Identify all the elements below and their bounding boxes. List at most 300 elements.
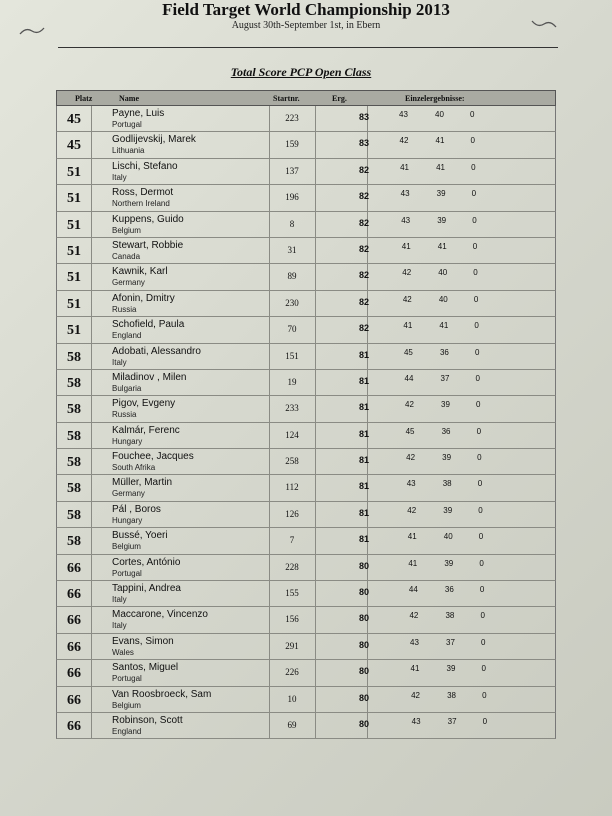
platz-cell: 58 <box>67 534 81 550</box>
name-cell: Maccarone, Vincenzo <box>112 609 208 621</box>
platz-cell: 66 <box>67 587 81 603</box>
country-cell: Italy <box>112 172 127 182</box>
score-2-cell: 37 <box>446 637 455 647</box>
erg-cell: 81 <box>358 428 369 439</box>
table-row <box>56 502 556 528</box>
startnr-cell: 228 <box>285 561 299 572</box>
score-2-cell: 36 <box>439 347 449 357</box>
name-cell: Bussé, Yoeri <box>112 530 168 542</box>
score-1-cell: 41 <box>403 321 413 331</box>
platz-cell: 45 <box>67 112 81 127</box>
score-2-cell: 40 <box>438 268 448 278</box>
platz-cell: 58 <box>67 481 81 497</box>
score-2-cell: 40 <box>438 294 448 304</box>
score-3-cell: 0 <box>472 241 478 251</box>
column-divider <box>315 581 316 606</box>
column-divider <box>91 581 92 606</box>
score-1-cell: 42 <box>402 268 412 278</box>
column-divider <box>315 475 316 500</box>
table-row <box>56 317 556 343</box>
score-3-cell: 0 <box>478 532 484 542</box>
column-divider <box>91 159 92 184</box>
column-divider <box>315 159 316 184</box>
country-cell: Russia <box>112 304 137 314</box>
score-2-cell: 39 <box>443 505 453 515</box>
column-divider <box>315 396 316 421</box>
column-divider <box>91 185 92 210</box>
name-cell: Müller, Martin <box>112 477 173 489</box>
table-row <box>56 660 556 686</box>
name-cell: Fouchee, Jacques <box>112 451 194 463</box>
platz-cell: 58 <box>67 402 81 418</box>
score-1-cell: 41 <box>410 664 420 674</box>
table-row <box>56 264 556 290</box>
column-divider <box>315 502 316 527</box>
column-divider <box>91 344 92 369</box>
column-divider <box>315 238 316 263</box>
column-divider <box>269 106 270 131</box>
startnr-cell: 230 <box>285 297 299 308</box>
score-3-cell: 0 <box>470 110 475 119</box>
country-cell: South Afrika <box>112 463 156 473</box>
score-2-cell: 36 <box>444 585 454 595</box>
header-divider <box>58 47 558 48</box>
erg-cell: 80 <box>358 639 369 650</box>
column-divider <box>91 106 92 131</box>
score-2-cell: 39 <box>441 400 450 410</box>
document-title: Field Target World Championship 2013 <box>162 0 450 19</box>
startnr-cell: 159 <box>285 139 299 150</box>
erg-cell: 81 <box>358 534 369 545</box>
platz-cell: 51 <box>67 270 81 286</box>
startnr-cell: 70 <box>287 324 297 335</box>
erg-cell: 80 <box>358 666 369 677</box>
column-divider <box>269 212 270 237</box>
name-cell: Adobati, Alessandro <box>112 345 201 357</box>
country-cell: Hungary <box>112 515 143 525</box>
score-1-cell: 41 <box>400 162 409 172</box>
startnr-cell: 196 <box>285 192 299 203</box>
platz-cell: 66 <box>67 639 81 655</box>
startnr-cell: 10 <box>287 693 297 704</box>
table-row <box>56 106 556 132</box>
column-divider <box>315 607 316 632</box>
score-2-cell: 40 <box>443 532 453 542</box>
country-cell: Italy <box>112 595 127 605</box>
table-row <box>56 238 556 264</box>
startnr-cell: 126 <box>285 508 299 519</box>
erg-cell: 81 <box>358 402 369 413</box>
column-divider <box>91 634 92 659</box>
name-cell: Van Roosbroeck, Sam <box>112 688 212 700</box>
table-row <box>56 291 556 317</box>
name-cell: Evans, Simon <box>112 635 174 647</box>
table-header <box>56 90 556 106</box>
score-1-cell: 43 <box>411 716 421 726</box>
column-divider <box>269 423 270 448</box>
platz-cell: 66 <box>67 560 81 576</box>
score-3-cell: 0 <box>479 558 484 568</box>
platz-cell: 51 <box>67 191 81 207</box>
startnr-cell: 112 <box>285 482 299 493</box>
column-divider <box>315 106 316 131</box>
score-1-cell: 42 <box>405 400 414 410</box>
platz-cell: 58 <box>67 349 81 365</box>
column-divider <box>91 370 92 395</box>
column-divider <box>269 687 270 712</box>
column-divider <box>91 264 92 289</box>
name-cell: Afonin, Dmitry <box>112 292 175 304</box>
erg-cell: 83 <box>358 112 369 122</box>
startnr-cell: 151 <box>285 350 299 361</box>
name-cell: Robinson, Scott <box>112 714 183 726</box>
column-divider <box>315 555 316 580</box>
table-row <box>56 396 556 422</box>
table-row <box>56 449 556 475</box>
header-startnr: Startnr. <box>273 94 300 103</box>
platz-cell: 58 <box>67 455 81 471</box>
column-divider <box>91 423 92 448</box>
column-divider <box>315 660 316 685</box>
score-1-cell: 43 <box>399 110 408 119</box>
name-cell: Stewart, Robbie <box>112 239 184 251</box>
score-3-cell: 0 <box>480 611 485 621</box>
erg-cell: 82 <box>358 323 369 334</box>
column-divider <box>91 660 92 685</box>
column-divider <box>91 132 92 157</box>
header-platz: Platz <box>75 94 93 103</box>
score-3-cell: 0 <box>475 373 480 383</box>
score-2-cell: 37 <box>447 716 457 726</box>
erg-cell: 80 <box>358 560 369 571</box>
column-divider <box>315 423 316 448</box>
country-cell: Russia <box>112 410 137 420</box>
column-divider <box>315 212 316 237</box>
score-3-cell: 0 <box>481 664 486 674</box>
score-2-cell: 41 <box>439 321 449 331</box>
score-3-cell: 0 <box>482 716 488 726</box>
score-1-cell: 45 <box>403 347 413 357</box>
score-1-cell: 43 <box>401 215 411 225</box>
score-2-cell: 39 <box>437 215 447 225</box>
table-row <box>56 159 556 185</box>
column-divider <box>269 581 270 606</box>
score-1-cell: 42 <box>399 136 409 146</box>
table-row <box>56 555 556 581</box>
name-cell: Lischi, Stefano <box>112 160 178 172</box>
score-3-cell: 0 <box>478 505 483 515</box>
platz-cell: 66 <box>67 613 81 629</box>
table-row <box>56 475 556 501</box>
column-divider <box>269 317 270 342</box>
name-cell: Kawnik, Karl <box>112 266 168 278</box>
column-divider <box>315 528 316 553</box>
column-divider <box>91 317 92 342</box>
startnr-cell: 223 <box>285 113 299 123</box>
score-2-cell: 36 <box>441 426 451 436</box>
erg-cell: 82 <box>358 270 369 281</box>
score-3-cell: 0 <box>471 162 476 172</box>
score-2-cell: 41 <box>437 241 447 251</box>
column-divider <box>315 687 316 712</box>
score-2-cell: 37 <box>440 373 450 383</box>
country-cell: Northern Ireland <box>112 199 170 209</box>
country-cell: Belgium <box>112 700 141 710</box>
column-divider <box>91 238 92 263</box>
column-divider <box>315 344 316 369</box>
score-1-cell: 44 <box>404 373 414 383</box>
column-divider <box>91 528 92 553</box>
column-divider <box>269 607 270 632</box>
platz-cell: 45 <box>67 138 81 154</box>
score-3-cell: 0 <box>477 453 482 463</box>
country-cell: Lithuania <box>112 146 145 156</box>
score-1-cell: 42 <box>402 294 412 304</box>
score-3-cell: 0 <box>477 479 483 489</box>
column-divider <box>315 264 316 289</box>
column-divider <box>269 449 270 474</box>
score-3-cell: 0 <box>476 426 482 436</box>
column-divider <box>91 449 92 474</box>
name-cell: Kalmár, Ferenc <box>112 424 180 436</box>
results-table <box>56 90 556 739</box>
score-2-cell: 39 <box>446 664 456 674</box>
score-3-cell: 0 <box>470 136 475 146</box>
table-row <box>56 370 556 396</box>
score-3-cell: 0 <box>482 690 487 700</box>
erg-cell: 82 <box>358 164 369 175</box>
erg-cell: 81 <box>358 375 369 386</box>
name-cell: Tappini, Andrea <box>112 583 181 595</box>
startnr-cell: 89 <box>287 271 297 282</box>
platz-cell: 66 <box>67 718 81 734</box>
column-divider <box>269 502 270 527</box>
score-2-cell: 41 <box>435 136 445 146</box>
score-3-cell: 0 <box>471 189 477 199</box>
name-cell: Ross, Dermot <box>112 187 174 199</box>
platz-cell: 51 <box>67 243 81 259</box>
erg-cell: 82 <box>358 217 369 228</box>
platz-cell: 51 <box>67 217 81 233</box>
startnr-cell: 137 <box>285 165 299 176</box>
platz-cell: 51 <box>67 164 81 180</box>
name-cell: Godlijevskij, Marek <box>112 134 196 146</box>
erg-cell: 82 <box>358 191 369 202</box>
platz-cell: 58 <box>67 375 81 391</box>
column-divider <box>91 555 92 580</box>
startnr-cell: 258 <box>285 456 299 467</box>
startnr-cell: 226 <box>285 667 299 678</box>
score-2-cell: 39 <box>442 453 452 463</box>
country-cell: Portugal <box>112 674 142 684</box>
name-cell: Kuppens, Guido <box>112 213 184 225</box>
country-cell: Bulgaria <box>112 383 142 393</box>
column-divider <box>269 396 270 421</box>
startnr-cell: 233 <box>285 403 299 414</box>
column-divider <box>269 528 270 553</box>
column-divider <box>269 555 270 580</box>
score-2-cell: 38 <box>442 479 452 489</box>
country-cell: Belgium <box>112 225 141 235</box>
score-1-cell: 43 <box>400 189 410 199</box>
score-2-cell: 40 <box>435 110 444 119</box>
column-divider <box>269 475 270 500</box>
name-cell: Pál , Boros <box>112 503 161 515</box>
score-1-cell: 42 <box>407 505 417 515</box>
startnr-cell: 19 <box>287 376 297 387</box>
table-body <box>56 106 556 739</box>
platz-cell: 58 <box>67 428 81 444</box>
column-divider <box>315 317 316 342</box>
header-erg: Erg. <box>332 94 347 103</box>
table-row <box>56 634 556 660</box>
erg-cell: 81 <box>358 507 369 518</box>
score-2-cell: 38 <box>447 690 456 700</box>
table-row <box>56 132 556 158</box>
header-name: Name <box>119 94 139 103</box>
table-row <box>56 185 556 211</box>
startnr-cell: 155 <box>285 588 299 599</box>
platz-cell: 51 <box>67 323 81 339</box>
erg-cell: 81 <box>358 455 369 466</box>
erg-cell: 82 <box>358 296 369 307</box>
country-cell: Italy <box>112 621 127 631</box>
column-divider <box>91 502 92 527</box>
startnr-cell: 69 <box>287 719 297 730</box>
startnr-cell: 8 <box>289 218 295 229</box>
startnr-cell: 31 <box>287 244 297 255</box>
table-row <box>56 212 556 238</box>
name-cell: Pigov, Evgeny <box>112 398 176 410</box>
table-row <box>56 581 556 607</box>
table-row <box>56 687 556 713</box>
score-3-cell: 0 <box>476 400 481 410</box>
score-3-cell: 0 <box>472 215 477 225</box>
column-divider <box>269 185 270 210</box>
erg-cell: 80 <box>358 613 369 624</box>
platz-cell: 66 <box>67 692 81 708</box>
country-cell: Belgium <box>112 542 141 552</box>
score-3-cell: 0 <box>479 585 485 595</box>
score-1-cell: 42 <box>411 690 420 700</box>
score-1-cell: 42 <box>409 611 419 621</box>
score-2-cell: 41 <box>436 162 445 172</box>
score-2-cell: 38 <box>445 611 455 621</box>
column-divider <box>315 634 316 659</box>
country-cell: Portugal <box>112 568 142 578</box>
column-divider <box>269 264 270 289</box>
score-1-cell: 41 <box>408 558 418 568</box>
startnr-cell: 291 <box>285 640 299 651</box>
erg-cell: 80 <box>358 692 369 703</box>
startnr-cell: 124 <box>285 429 299 440</box>
document-subtitle: August 30th-September 1st, in Ebern <box>231 20 381 31</box>
erg-cell: 80 <box>358 718 369 729</box>
column-divider <box>91 713 92 738</box>
score-2-cell: 39 <box>436 189 446 199</box>
name-cell: Schofield, Paula <box>112 319 185 331</box>
score-3-cell: 0 <box>473 268 478 278</box>
score-1-cell: 44 <box>408 585 418 595</box>
country-cell: Germany <box>112 489 145 499</box>
name-cell: Payne, Luis <box>112 108 165 119</box>
column-divider <box>269 660 270 685</box>
score-3-cell: 0 <box>474 347 480 357</box>
erg-cell: 82 <box>358 243 369 254</box>
column-divider <box>269 344 270 369</box>
score-1-cell: 43 <box>406 479 416 489</box>
score-1-cell: 42 <box>406 453 416 463</box>
name-cell: Cortes, António <box>112 556 181 568</box>
column-divider <box>91 396 92 421</box>
country-cell: Italy <box>112 357 127 367</box>
score-1-cell: 41 <box>407 532 417 542</box>
country-cell: Canada <box>112 251 141 261</box>
country-cell: Portugal <box>112 120 142 129</box>
column-divider <box>269 713 270 738</box>
class-title: Total Score PCP Open Class <box>230 65 372 79</box>
column-divider <box>269 291 270 316</box>
name-cell: Santos, Miguel <box>112 662 179 674</box>
score-1-cell: 45 <box>405 426 415 436</box>
platz-cell: 58 <box>67 507 81 523</box>
table-row <box>56 423 556 449</box>
table-row <box>56 528 556 554</box>
column-divider <box>269 370 270 395</box>
column-divider <box>315 132 316 157</box>
score-1-cell: 43 <box>410 637 419 647</box>
column-divider <box>315 449 316 474</box>
score-3-cell: 0 <box>474 321 479 331</box>
startnr-cell: 7 <box>289 535 295 546</box>
platz-cell: 51 <box>67 296 81 312</box>
column-divider <box>91 291 92 316</box>
country-cell: England <box>112 331 142 341</box>
score-1-cell: 41 <box>401 241 411 251</box>
header-einzel: Einzelergebnisse: <box>405 94 465 103</box>
score-2-cell: 39 <box>444 558 454 568</box>
column-divider <box>315 291 316 316</box>
name-cell: Miladinov , Milen <box>112 371 187 383</box>
startnr-cell: 156 <box>285 614 299 625</box>
column-divider <box>269 634 270 659</box>
column-divider <box>315 370 316 395</box>
column-divider <box>315 185 316 210</box>
country-cell: England <box>112 726 142 736</box>
country-cell: Wales <box>112 647 134 657</box>
column-divider <box>91 475 92 500</box>
score-3-cell: 0 <box>481 637 486 647</box>
column-divider <box>269 159 270 184</box>
erg-cell: 83 <box>358 138 369 149</box>
country-cell: Hungary <box>112 436 143 446</box>
erg-cell: 80 <box>358 587 369 598</box>
column-divider <box>269 238 270 263</box>
column-divider <box>91 212 92 237</box>
table-row <box>56 607 556 633</box>
platz-cell: 66 <box>67 666 81 682</box>
table-row <box>56 344 556 370</box>
column-divider <box>91 687 92 712</box>
score-3-cell: 0 <box>473 294 479 304</box>
column-divider <box>91 607 92 632</box>
erg-cell: 81 <box>358 349 369 360</box>
country-cell: Germany <box>112 278 145 288</box>
erg-cell: 81 <box>358 481 369 492</box>
table-row <box>56 713 556 739</box>
column-divider <box>269 132 270 157</box>
column-divider <box>315 713 316 738</box>
